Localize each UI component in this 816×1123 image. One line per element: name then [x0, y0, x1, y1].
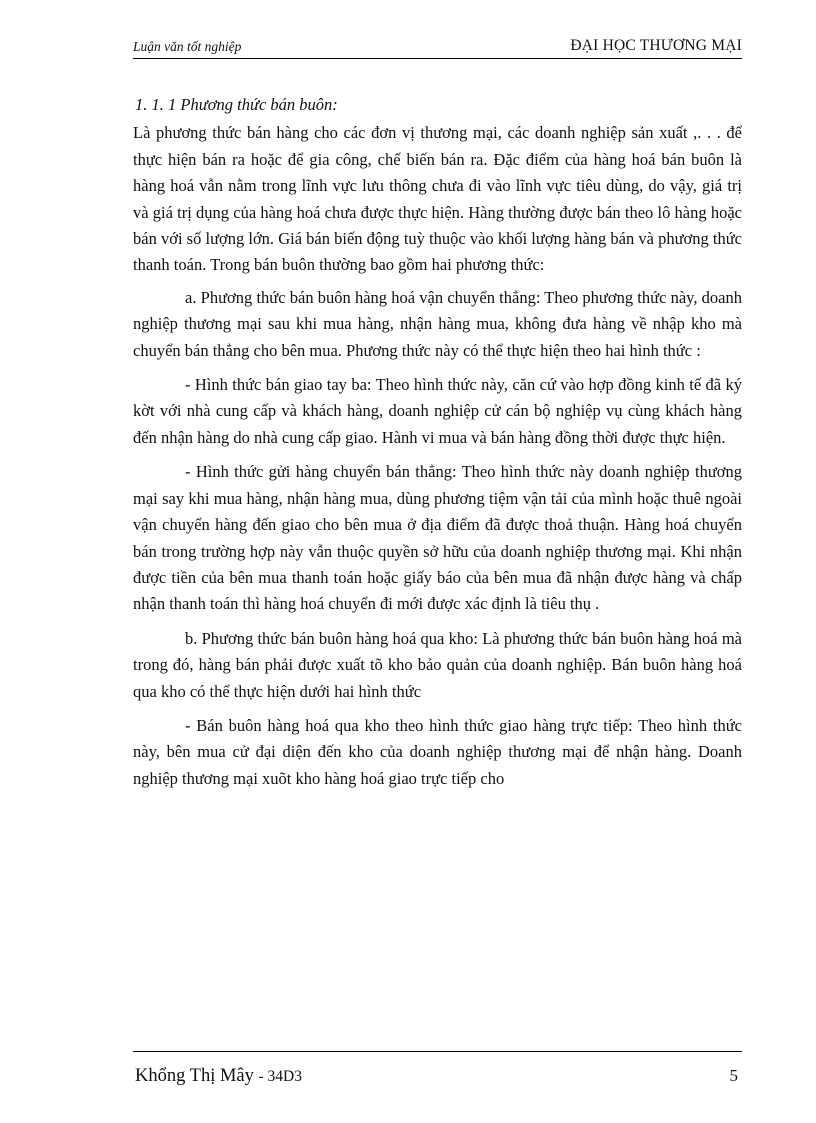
header-university-name: ĐẠI HỌC THƯƠNG MẠI [570, 37, 742, 54]
paragraph-warehouse-method: b. Phương thức bán buôn hàng hoá qua kho: Là phương thức bán buôn hàng hoá mà trong đó, hàng bán phải được xuất tõ kho bảo quản của doanh nghiệp. Bán buôn hàng hoá qua kho có thể thực hiện dưới hai hình thức [133, 628, 742, 701]
paragraph-consignment-shipment: - Hình thức gửi hàng chuyển bán thẳng: Theo hình thức này doanh nghiệp thương mại say khi mua hàng, nhận hàng mua, dùng phương tiệm vận tải của mình hoặc thuê ngoài vận chuyển hàng đến giao cho bên mua ở địa điểm đã được thoả thuận. Hàng hoá chuyển bán trong trường hợp này vẫn thuộc quyền sở hữu của doanh nghiệp thương mại. Khi nhận được tiền của bên mua thanh toán hoặc giấy báo của bên mua đã nhận được hàng và chấp nhận thanh toán thì hàng hoá chuyển đi mới được xác định là tiêu thụ . [133, 462, 742, 614]
section-title: 1. 1. 1 Phương thức bán buôn: [135, 95, 338, 114]
footer-author [135, 1066, 302, 1087]
footer-class-code: - 34D3 [258, 1068, 302, 1085]
footer-page-number: 5 [729, 1066, 738, 1085]
paragraph-direct-shipment: a. Phương thức bán buôn hàng hoá vận chuyển thẳng: Theo phương thức này, doanh nghiệp thương mại sau khi mua hàng, nhận hàng mua, không đưa hàng về nhập kho mà chuyển bán thẳng cho bên mua. Phương thức này có thể thực hiện theo hai hình thức : [133, 287, 742, 360]
footer-author-name: Khổng Thị Mây [135, 1066, 254, 1086]
paragraph-three-party-delivery: - Hình thức bán giao tay ba: Theo hình thức này, căn cứ vào hợp đồng kinh tế đã ký kờt với nhà cung cấp và khách hàng, doanh nghiệp cử cán bộ nghiệp vụ cùng khách hàng đến nhận hàng do nhà cung cấp giao. Hành vi mua và bán hàng đồng thời được thực hiện. [133, 375, 742, 447]
paragraph-warehouse-direct-delivery: - Bán buôn hàng hoá qua kho theo hình thức giao hàng trực tiếp: Theo hình thức này, bên mua cử đại diện đến kho của doanh nghiệp thương mại để nhận hàng. Doanh nghiệp thương mại xuõt kho hàng hoá giao trực tiếp cho [133, 715, 742, 788]
header-thesis-label: Luận văn tốt nghiệp [133, 39, 242, 54]
paragraph-intro: Là phương thức bán hàng cho các đơn vị thương mại, các doanh nghiệp sản xuất ,. . . để thực hiện bán ra hoặc để gia công, chế biến bán ra. Đặc điểm của hàng hoá bán buôn là hàng hoá vẫn nằm trong lĩnh vực lưu thông chưa đi vào lĩnh vực tiêu dùng, do vậy, giá trị và giá trị dụng của hàng hoá chưa được thực hiện. Hàng thường được bán theo lô hàng hoặc bán với số lượng lớn. Giá bán biến động tuỳ thuộc vào khối lượng hàng bán và phương thức thanh toán. Trong bán buôn thường bao gồm hai phương thức: [133, 123, 742, 275]
body-text [133, 92, 742, 800]
footer-divider [133, 1051, 742, 1052]
page-header [133, 36, 742, 59]
